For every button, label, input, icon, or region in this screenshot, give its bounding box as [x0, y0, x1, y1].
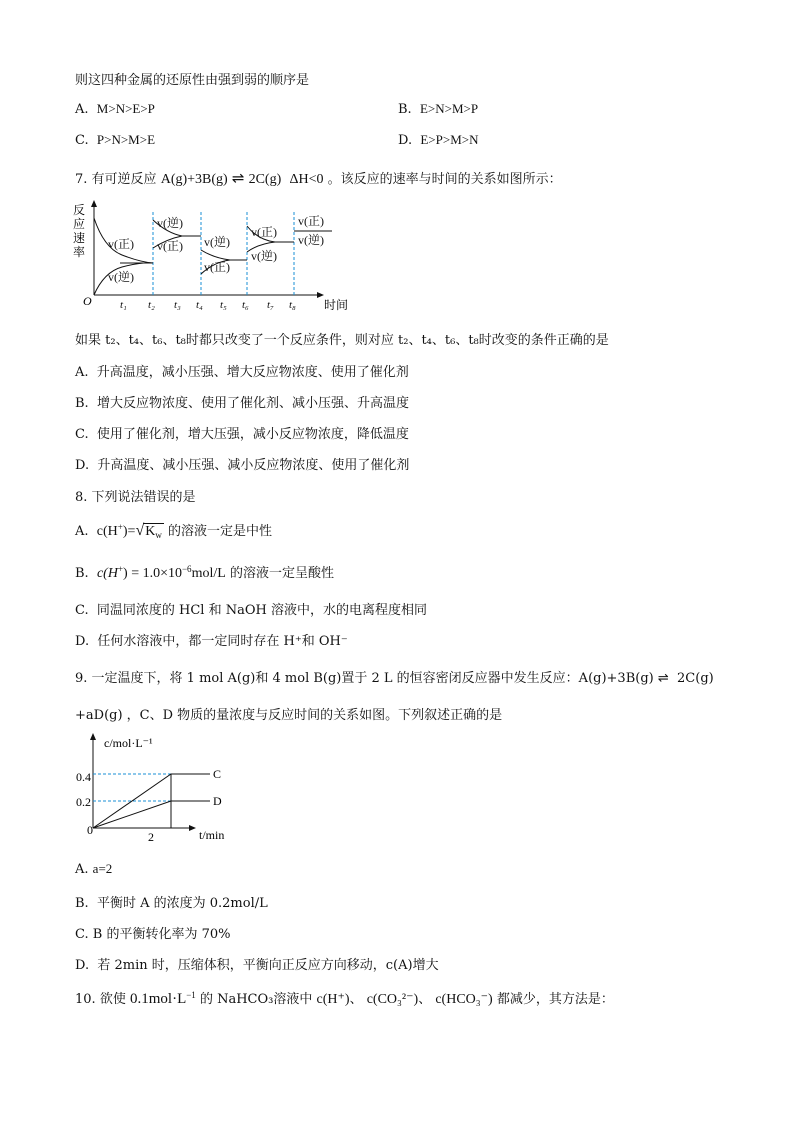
x-axis-arrow-icon: [317, 292, 324, 298]
option-text: 使用了催化剂，增大压强，减小反应物浓度，降低温度: [96, 427, 409, 442]
tick-label: t₆: [242, 299, 249, 311]
q8-option-d: [75, 630, 348, 649]
curve-label: v(正): [298, 214, 324, 228]
option-text: P>N>M>E: [96, 132, 156, 147]
option-key: A.: [75, 524, 89, 539]
q6-option-d: [398, 132, 478, 148]
stem-text: 的 NaHCO₃溶液中: [199, 992, 313, 1007]
q9-option-b: [75, 892, 268, 911]
curve-label: v(正): [157, 239, 183, 253]
x-tick-label: 0: [87, 823, 93, 837]
tick-label: t₅: [220, 299, 227, 311]
q7-option-d: [75, 454, 409, 473]
option-key: D.: [75, 634, 90, 649]
option-text: 任何水溶液中，都一定同时存在 H⁺和 OH⁻: [97, 634, 348, 649]
s3-reverse-curve: [201, 250, 230, 260]
equilibrium-arrow-icon: ⇌: [657, 671, 669, 686]
q9-stem-line2: +aD(g) ，C、D 物质的量浓度与反应时间的关系如图。下列叙述正确的是: [75, 708, 503, 723]
option-key: B.: [75, 396, 89, 411]
stem-text: 一定温度下，将 1 mol A(g)和 4 mol B(g)置于 2 L 的恒容密闭反应器中发生反应：A(g)+3B(g): [91, 671, 654, 686]
stem-text: 都减少，其方法是：: [496, 992, 614, 1007]
enthalpy-change: ΔH<0: [289, 172, 324, 187]
series-label-c: C: [213, 767, 222, 781]
species-hco3: c(HCO₃⁻): [435, 992, 493, 1007]
species-co3: c(CO₃²⁻): [366, 992, 419, 1007]
time-ticks: [120, 299, 296, 311]
q6-option-c: [75, 132, 155, 148]
sqrt-icon: √: [135, 522, 145, 539]
option-key: B.: [75, 896, 89, 911]
reaction-reactants: A(g)+3B(g): [160, 172, 228, 187]
y-tick-label: 0.4: [76, 770, 91, 784]
question-number: 9.: [75, 671, 88, 686]
concentration-value: [130, 991, 196, 1007]
q10-stem: [75, 988, 614, 1008]
y-axis-label: c/mol·L⁻¹: [104, 736, 153, 750]
stem-text: 。该反应的速率与时间的关系如图所示：: [327, 172, 562, 187]
option-key: A.: [75, 862, 89, 877]
superscript: −6: [181, 564, 192, 574]
option-key: D.: [75, 458, 90, 473]
x-tick-label: 2: [148, 830, 154, 844]
formula: [97, 524, 164, 539]
superscript: +: [117, 522, 123, 532]
superscript: +: [117, 564, 124, 574]
q9-option-a: [75, 861, 112, 877]
formula-part: ) = 1.0×10: [123, 566, 182, 581]
q7-question: 如果 t₂、t₄、t₆、t₈时都只改变了一个反应条件，则对应 t₂、t₄、t₆、t₈时改变的条件正确的是: [75, 333, 609, 348]
tick-label: t₃: [174, 299, 181, 311]
q7-option-c: [75, 423, 409, 442]
stem-text: 2C(g): [677, 671, 714, 686]
separator: 、: [349, 992, 363, 1007]
option-text: 增大反应物浓度、使用了催化剂、减小压强、升高温度: [96, 396, 409, 411]
q9-option-c: [75, 923, 230, 942]
q8-option-a: [75, 520, 272, 540]
equilibrium-arrow-icon: ⇌: [231, 169, 245, 187]
option-key: A.: [75, 102, 89, 117]
question-number: 8.: [75, 490, 88, 505]
formula-part: c(H: [96, 524, 118, 539]
x-axis-label: t/min: [199, 828, 225, 842]
option-text: a=2: [92, 861, 113, 876]
curve-label: v(逆): [298, 233, 324, 247]
tick-label: t₈: [289, 299, 296, 311]
q9-option-d: [75, 954, 439, 973]
option-text: 的溶液一定是中性: [167, 524, 272, 539]
option-text: 升高温度、减小压强、减小反应物浓度、使用了催化剂: [97, 458, 410, 473]
option-text: 同温同浓度的 HCl 和 NaOH 溶液中，水的电离程度相同: [96, 603, 427, 618]
q7-option-a: [75, 361, 409, 380]
formula-part: K: [145, 524, 156, 539]
y-axis-arrow-icon: [90, 733, 96, 740]
q7-stem: [75, 168, 562, 188]
curve-labels: [108, 214, 324, 284]
question-number: 7.: [75, 172, 88, 187]
curve-label: v(逆): [108, 270, 134, 284]
option-key: C.: [75, 927, 89, 942]
option-text: E>N>M>P: [419, 101, 479, 116]
y-label-char: 率: [73, 245, 86, 259]
series-line-d: [93, 801, 210, 828]
y-label-char: 速: [73, 231, 86, 245]
subscript: w: [155, 530, 162, 540]
curve-label: v(逆): [204, 235, 230, 249]
q9-stem-line1: [75, 667, 714, 686]
unit: mol/L: [191, 566, 226, 581]
q6-option-b: [398, 101, 478, 117]
option-key: B.: [398, 102, 412, 117]
chart-marks: [93, 767, 222, 828]
rate-time-chart: [70, 200, 360, 314]
question-number: 10.: [75, 992, 96, 1007]
option-text: 升高温度，减小压强、增大反应物浓度、使用了催化剂: [96, 365, 409, 380]
option-key: D.: [75, 958, 90, 973]
q7-option-b: [75, 392, 409, 411]
option-key: C.: [75, 427, 89, 442]
option-text: 平衡时 A 的浓度为 0.2mol/L: [96, 896, 268, 911]
option-key: A.: [75, 365, 89, 380]
species-h: c(H⁺): [316, 992, 350, 1007]
radicand: [143, 523, 164, 540]
tick-label: t₁: [120, 299, 127, 311]
q8-option-c: [75, 599, 427, 618]
formula-part: 0.1mol·L: [129, 991, 187, 1007]
q6-option-a: [75, 101, 155, 117]
option-key: D.: [398, 133, 413, 148]
y-label-char: 反: [73, 203, 86, 217]
tick-label: t₇: [267, 299, 274, 311]
series-label-d: D: [213, 794, 222, 808]
formula: [97, 566, 226, 581]
stem-text: 下列说法错误的是: [91, 490, 196, 505]
tick-label: t₄: [196, 299, 203, 311]
stem-text: 有可逆反应: [91, 172, 157, 187]
y-axis-arrow-icon: [91, 200, 97, 207]
curve-label: v(逆): [251, 249, 277, 263]
option-key: C.: [75, 603, 89, 618]
separator: 、: [418, 992, 432, 1007]
option-text: E>P>M>N: [420, 132, 479, 147]
formula-part: )=: [122, 524, 136, 539]
q6-intro: 则这四种金属的还原性由强到弱的顺序是: [75, 73, 310, 88]
option-text: M>N>E>P: [96, 101, 155, 116]
curve-label: v(正): [204, 260, 230, 274]
option-key: C.: [75, 133, 89, 148]
option-text: B 的平衡转化率为 70%: [92, 927, 231, 942]
option-text: 若 2min 时，压缩体积，平衡向正反应方向移动，c(A)增大: [97, 958, 439, 973]
q8-option-b: [75, 562, 334, 582]
option-text: 的溶液一定呈酸性: [229, 566, 334, 581]
curve-label: v(正): [108, 237, 134, 251]
formula-part: c(H: [96, 566, 118, 581]
stem-text: 欲使: [99, 992, 126, 1007]
concentration-time-chart: [74, 733, 244, 847]
reaction-products: 2C(g): [248, 172, 282, 187]
option-key: B.: [75, 566, 89, 581]
x-axis-label: 时间: [324, 298, 349, 312]
curve-label: v(正): [251, 225, 277, 239]
q8-stem: [75, 486, 196, 505]
y-tick-label: 0.2: [76, 795, 91, 809]
y-axis-label: [73, 203, 85, 259]
tick-label: t₂: [148, 299, 155, 311]
curve-label: v(逆): [157, 216, 183, 230]
superscript: −1: [186, 990, 196, 1000]
y-label-char: 应: [73, 217, 86, 231]
x-axis-arrow-icon: [189, 825, 196, 831]
origin-label: O: [83, 294, 92, 308]
